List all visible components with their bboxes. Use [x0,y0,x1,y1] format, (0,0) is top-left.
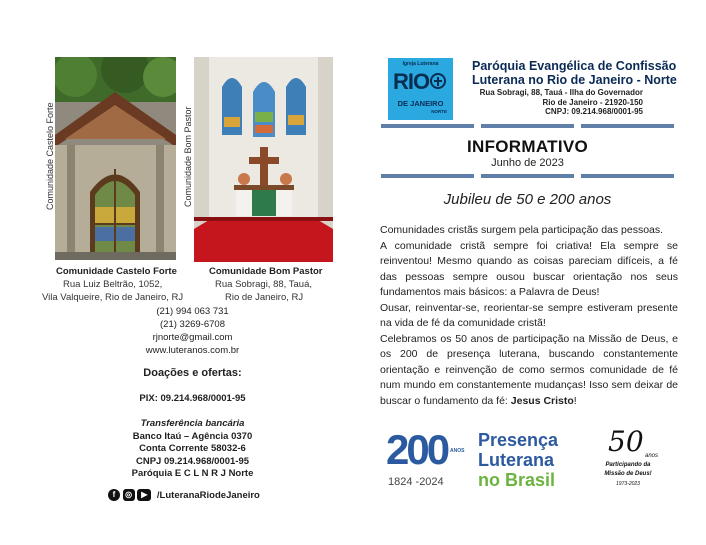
article-paragraph-4 [380,332,678,410]
social-row [108,489,260,501]
youtube-icon[interactable]: ▶ [137,489,151,501]
bank-account: Conta Corrente 58032-6 [139,443,246,454]
photo-castelo-forte [55,57,176,260]
caption-bompastor-title: Comunidade Bom Pastor [209,266,323,277]
facebook-icon[interactable]: f [108,489,120,501]
presenca-200-number: 200 [386,426,448,473]
presenca-line3: no Brasil [478,470,556,490]
parish-address-line2: Rio de Janeiro - 21920-150 [542,97,643,107]
website-link[interactable]: www.luteranos.com.br [145,345,240,356]
caption-bompastor-line2: Rio de Janeiro, RJ [225,292,304,303]
contact-block [110,305,275,357]
divider-bar-top-3 [581,124,674,128]
bank-agency: Banco Itaú – Agência 0370 [132,430,253,442]
caption-castelo-line2: Vila Valqueire, Rio de Janeiro, RJ [42,292,184,303]
bulletin-title: INFORMATIVO [466,137,589,156]
logo-big-text: RIO [393,69,430,94]
parish-title [472,59,702,87]
phone-1[interactable]: (21) 994 063 731 [156,306,229,317]
photo-label-bompastor: Comunidade Bom Pastor [183,106,193,207]
logo-top-text: Igreja Luterana [402,61,439,67]
article-paragraph-1: Comunidades cristãs surgem pela participação das pessoas. [380,224,664,236]
social-handle[interactable]: /LuteranaRiodeJaneiro [156,489,260,501]
logo-sub-text: DE JANEIRO [397,99,444,108]
email-link[interactable]: rjnorte@gmail.com [152,332,233,343]
presenca-line2: Luterana [478,450,555,470]
photo-bom-pastor [194,57,333,262]
bank-holder: Paróquia E C L N R J Norte [131,468,254,479]
fifty-anos: anos [645,453,659,459]
divider-bar-bottom-3 [581,174,674,178]
article-paragraph-4-text: Celebramos os 50 anos de participação na Missão de Deus, e os 200 de presença luterana, buscando constantemente orientação e reinvenção de como sermos comunidade de fé num mundo em constantemente mudanças! Isso sem deixar de buscar o fundamento da fé: [380,332,678,407]
article-emphasis: Jesus Cristo [510,394,574,407]
fifty-number: 50 [608,425,644,458]
article-paragraph-4-end: ! [573,394,577,407]
phone-2[interactable]: (21) 3269-6708 [160,319,225,330]
fifty-years: 1973-2023 [616,481,640,487]
fifty-line1: Participando da [605,462,651,468]
article-heading: Jubileu de 50 e 200 anos [443,191,612,208]
divider-bar-bottom-2 [481,174,574,178]
article-paragraph-3: Ousar, reinventar-se, reorientar-se sempre estiveram presente na vida de fé da comunidade cristã! [380,301,678,329]
bulletin-date: Junho de 2023 [491,157,564,169]
presenca-line1: Presença [478,430,559,450]
fifty-line2: Missão de Deus! [604,471,652,477]
divider-bar-top-1 [381,124,474,128]
article-body [380,223,678,409]
fifty-years-logo [598,425,658,495]
photo-label-castelo: Comunidade Castelo Forte [45,102,55,210]
parish-title-line1: Paróquia Evangélica de Confissão [472,59,677,73]
article-paragraph-2: A comunidade cristã sempre foi criativa! Ela sempre se reinventou! Mesmo quando as coisas pareciam difíceis, a fé das pessoas sempre ousou buscar orientação nos seus fundamentos mais básicos: a Palavra de Deus! [380,239,678,298]
donations-title: Doações e ofertas: [143,367,242,379]
divider-bar-top-2 [481,124,574,128]
parish-address [440,88,643,117]
logo-tag-text: NORTE [431,109,447,114]
caption-castelo-line1: Rua Luiz Beltrão, 1052, [63,279,163,290]
pix-key: PIX: 09.214.968/0001-95 [139,393,246,404]
bank-transfer-block [100,418,285,481]
bank-cnpj: CNPJ 09.214.968/0001-95 [135,455,250,467]
caption-bompastor-line1: Rua Sobragi, 88, Tauá, [215,279,313,290]
parish-title-line2: Luterana no Rio de Janeiro - Norte [472,73,677,87]
presenca-anos-small: ANOS [450,448,465,454]
transfer-title: Transferência bancária [140,418,245,429]
parish-address-line1: Rua Sobragi, 88, Tauá - Ilha do Governador [479,88,643,97]
luther-rose-icon [430,73,446,89]
instagram-icon[interactable]: ◎ [123,489,135,501]
parish-address-line3: CNPJ: 09.214.968/0001-95 [545,107,643,116]
divider-bar-bottom-1 [381,174,474,178]
presenca-years: 1824 -2024 [388,476,444,488]
presenca-200-logo [384,428,594,492]
caption-castelo-title: Comunidade Castelo Forte [56,266,177,277]
